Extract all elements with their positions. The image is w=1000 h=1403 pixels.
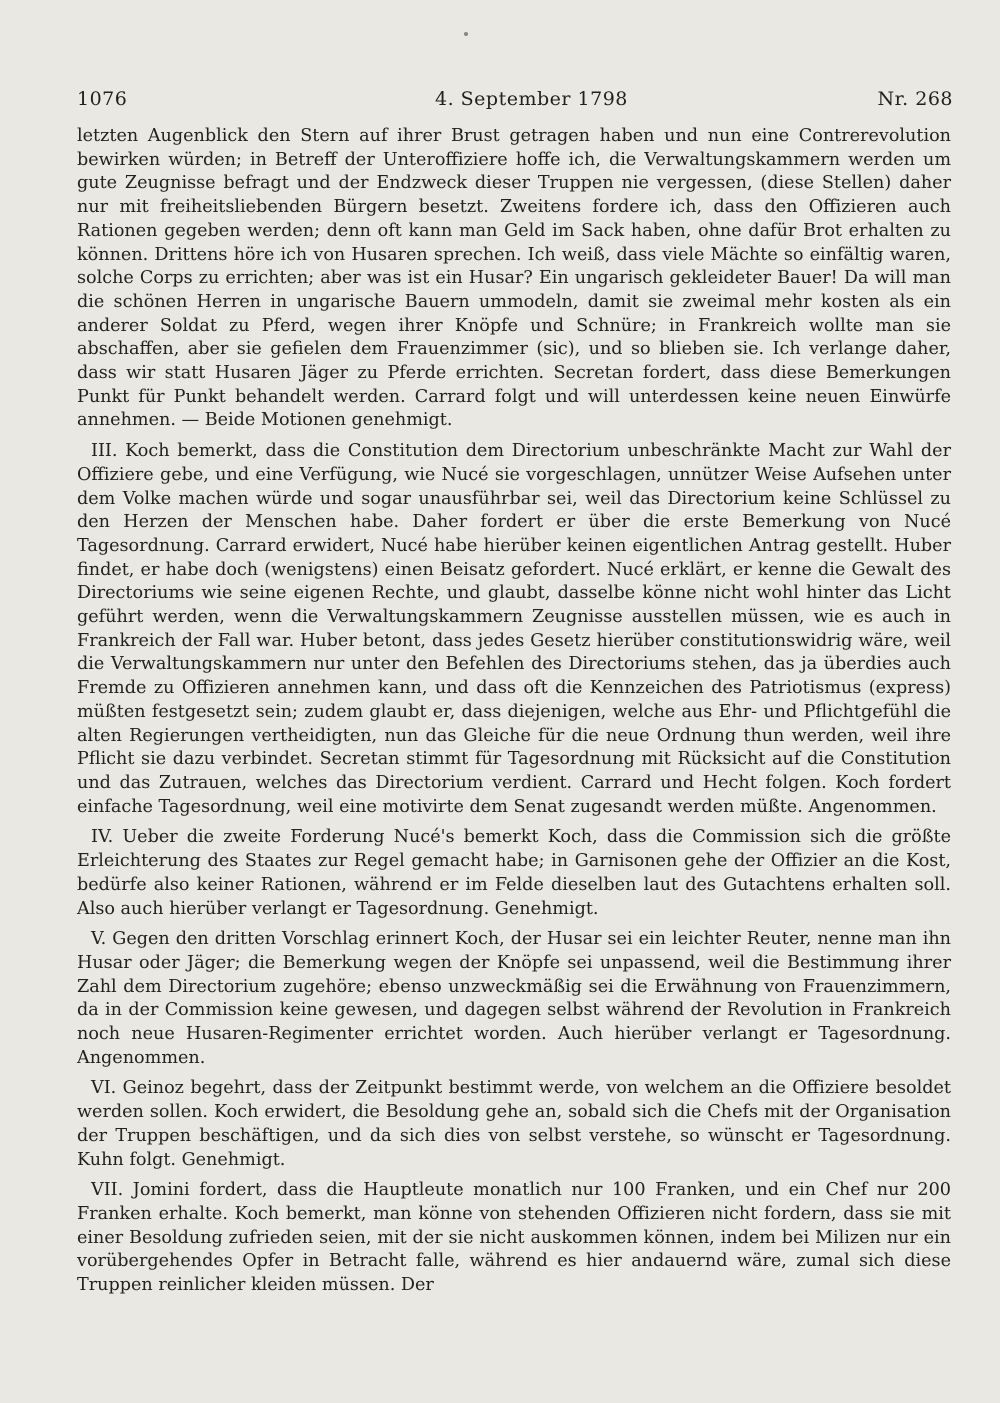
- header-date: 4. September 1798: [435, 88, 628, 110]
- paragraph-text: Gegen den dritten Vorschlag erinnert Koch, der Husar sei ein leichter Reuter, nenne man ihn Husar oder Jäger; die Bemerkung wegen der Knöpfe sei unpassend, weil die Bestimmung ihrer Zahl dem Directorium zugehöre; ebenso unzweckmäßig sei die Erwähnung von Frauenzimmern, da in der Commission keine gewesen, und dagegen selbst während der Revolution in Frankreich noch neue Husaren-Regimenter errichtet worden. Auch hierüber verlangt er Tagesordnung. Angenommen.: [77, 929, 951, 1068]
- paragraph-text: Geinoz begehrt, dass der Zeitpunkt bestimmt werde, von welchem an die Offiziere besoldet werden sollen. Koch erwidert, die Besoldung gehe an, sobald sich die Chefs mit der Organisation der Truppen beschäftigen, und da sich dies von selbst verstehe, so wünscht er Tagesordnung. Kuhn folgt. Genehmigt.: [77, 1078, 952, 1170]
- section-label: IV.: [91, 827, 114, 848]
- section-label: III.: [91, 441, 118, 462]
- paragraph-section-vi: [77, 1077, 951, 1172]
- paragraph-section-iv: [77, 826, 951, 921]
- scan-mark: [464, 32, 468, 36]
- section-label: VII.: [91, 1180, 124, 1201]
- section-label: V.: [91, 929, 107, 950]
- body-text: [77, 125, 951, 1298]
- paragraph-text: Koch bemerkt, dass die Constitution dem Directorium unbeschränkte Macht zur Wahl der Offiziere gebe, und eine Verfügung, wie Nucé sie vorgeschlagen, unnützer Weise Aufsehen unter dem Volke machen würde und sogar unausführbar sei, weil das Directorium keine Schlüssel zu den Herzen der Menschen habe. Daher fordert er über die erste Bemerkung von Nucé Tagesordnung. Carrard erwidert, Nucé habe hierüber keinen eigentlichen Antrag gestellt. Huber findet, er habe doch (wenigstens) einen Beisatz gefordert. Nucé erklärt, er kenne die Gewalt des Directoriums wie seine eigenen Rechte, und glaubt, dasselbe könne nicht wohl hinter das Licht geführt werden, wenn die Verwaltungskammern Zeugnisse ausstellen müssen, wie es auch in Frankreich der Fall war. Huber betont, dass jedes Gesetz hierüber constitutionswidrig wäre, weil die Verwaltungskammern nur unter den Befehlen des Directoriums stehen, das ja überdies auch Fremde zu Offizieren annehmen kann, und dass oft die Kennzeichen des Patriotismus (express) müßten festgesetzt sein; zudem glaubt er, dass diejenigen, welche aus Ehr- und Pflichtgefühl die alten Regierungen vertheidigten, nun das Gleiche für die neue Ordnung thun werden, weil ihre Pflicht sie dazu verbindet. Secretan stimmt für Tagesordnung mit Rücksicht auf die Constitution und das Zutrauen, welches das Directorium verdient. Carrard und Hecht folgen. Koch fordert einfache Tagesordnung, weil eine motivirte dem Senat zugesandt werden müßte. Angenommen.: [77, 441, 952, 817]
- paragraph-text: letzten Augenblick den Stern auf ihrer Brust getragen haben und nun eine Contrerevolution bewirken würden; in Betreff der Unteroffiziere hoffe ich, die Verwaltungskammern werden um gute Zeugnisse befragt und der Endzweck dieser Truppen nie vergessen, (diese Stellen) daher nur mit freiheitsliebenden Bürgern besetzt. Zweitens fordere ich, dass den Offizieren auch Rationen gegeben werden; denn oft kann man Geld im Sack haben, ohne dafür Brot erhalten zu können. Drittens höre ich von Husaren sprechen. Ich weiß, dass viele Mächte so einfältig waren, solche Corps zu errichten; aber was ist ein Husar? Ein ungarisch gekleideter Bauer! Da will man die schönen Herren in ungarische Bauern ummodeln, damit sie zweimal mehr kosten als ein anderer Soldat zu Pferd, wegen ihrer Knöpfe und Schnüre; in Frankreich wollte man sie abschaffen, aber sie gefielen dem Frauenzimmer (sic), und so blieben sie. Ich verlange daher, dass wir statt Husaren Jäger zu Pferde errichten. Secretan fordert, dass diese Bemerkungen Punkt für Punkt behandelt werden. Carrard folgt und will unterdessen keine neuen Einwürfe annehmen. — Beide Motionen genehmigt.: [77, 126, 951, 431]
- paragraph-section-v: [77, 928, 951, 1070]
- paragraph-text: Ueber die zweite Forderung Nucé's bemerkt Koch, dass die Commission sich die größte Erleichterung des Staates zur Regel gemacht habe; in Garnisonen gehe der Offizier an die Kost, bedürfe also keiner Rationen, während er im Felde dieselben laut des Gutachtens erhalten soll. Also auch hierüber verlangt er Tagesordnung. Genehmigt.: [77, 827, 952, 919]
- document-number: Nr. 268: [877, 88, 953, 110]
- section-label: VI.: [91, 1078, 117, 1099]
- paragraph-text: Jomini fordert, dass die Hauptleute monatlich nur 100 Franken, und ein Chef nur 200 Franken erhalte. Koch bemerkt, man könne von stehenden Offizieren nicht fordern, dass sie mit einer Besoldung zufrieden seien, mit der sie nicht auskommen können, indem bei Milizen nur ein vorübergehendes Opfer in Betracht falle, während es hier andauernd wäre, zumal sich diese Truppen reinlicher kleiden müssen. Der: [77, 1180, 951, 1296]
- paragraph-section-iii: [77, 440, 951, 819]
- paragraph-continuation: [77, 125, 951, 433]
- paragraph-section-vii: [77, 1179, 951, 1298]
- page-number: 1076: [77, 88, 128, 110]
- page-header: [77, 88, 953, 116]
